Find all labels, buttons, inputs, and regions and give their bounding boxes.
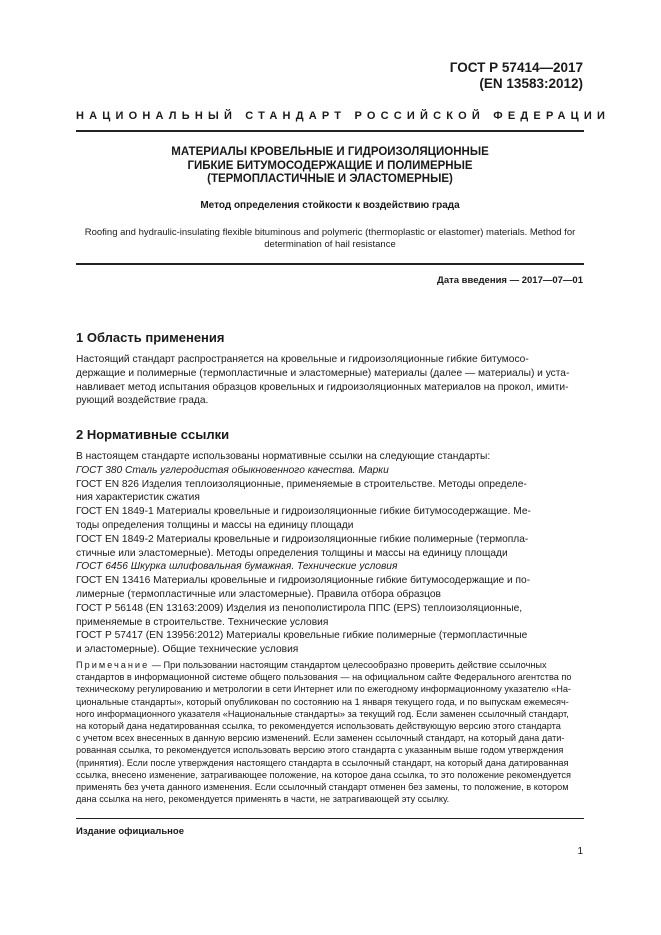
section-1-body (76, 353, 584, 408)
introduction-date: Дата введения — 2017—07—01 (437, 275, 583, 286)
note-line: рованная ссылка, то рекомендуется использовать версию этого стандарта с указанным выше годом утверждения (76, 745, 564, 756)
reference-item: ГОСТ 380 Сталь углеродистая обыкновенного качества. Марки (76, 464, 389, 476)
title-rule (76, 263, 584, 265)
section-1-line: рующий воздействие града. (76, 395, 209, 407)
reference-item-cont: тоды определения толщины и массы на единицу площади (76, 519, 354, 531)
reference-item-cont: лимерные (термопластичные или эластомерные). Правила отбора образцов (76, 588, 441, 600)
note-label: Примечание (76, 660, 150, 670)
reference-item-cont: стичные или эластомерные). Методы определения толщины и массы на единицу площади (76, 547, 508, 559)
header-rule (76, 130, 584, 132)
reference-item: ГОСТ EN 13416 Материалы кровельные и гидроизоляционные гибкие битумосодержащие и по- (76, 575, 531, 587)
national-standard-banner: НАЦИОНАЛЬНЫЙ СТАНДАРТ РОССИЙСКОЙ ФЕДЕРАЦИИ (76, 110, 611, 122)
standard-code-en: (EN 13583:2012) (479, 76, 583, 91)
reference-item-cont: и эластомерные). Общие технические условия (76, 644, 299, 656)
section-2-body (76, 450, 584, 657)
section-1-line: навливает метод испытания образцов кровельных и гидроизоляционных материалов на прокол, имити- (76, 381, 569, 393)
page-number: 1 (577, 846, 583, 857)
standard-code-main: ГОСТ Р 57414—2017 (449, 60, 583, 75)
note-block (76, 659, 584, 805)
document-title (76, 146, 584, 187)
note-line: с учетом всех внесенных в данную версию изменений. Если заменен ссылочный стандарт, на который дана дати- (76, 733, 565, 744)
note-line: дана ссылка на него, рекомендуется применять в части, не затрагивающей эту ссылку. (76, 794, 450, 805)
note-line: применять без учета данного изменения. Если ссылочный стандарт отменен без замены, то положение, в котором (76, 782, 569, 793)
note-line: циональные стандарты», который опубликован по состоянию на 1 января текущего года, и по выпускам ежемесяч- (76, 696, 569, 707)
english-title-line-1: Roofing and hydraulic-insulating flexible bituminous and polymeric (thermoplastic or elastomer) materials. Method for (84, 227, 576, 238)
section-1-line: Настоящий стандарт распространяется на кровельные и гидроизоляционные гибкие битумосо- (76, 354, 529, 365)
section-1-line: держащие и полимерные (термопластичные и эластомерные) материалы (далее — материалы) и уста- (76, 367, 570, 379)
note-line (76, 659, 584, 671)
note-line: на который дана недатированная ссылка, то рекомендуется использовать действующую версию этого стандарта (76, 721, 561, 732)
reference-item-cont: применяемые в строительстве. Технические условия (76, 616, 329, 628)
english-title (76, 227, 584, 251)
section-2-heading: 2 Нормативные ссылки (76, 427, 230, 442)
document-subtitle: Метод определения стойкости к воздействию града (200, 200, 460, 211)
reference-item: ГОСТ Р 56148 (EN 13163:2009) Изделия из пенополистирола ППС (EPS) теплоизоляционные, (76, 602, 523, 614)
section-2-line: В настоящем стандарте использованы нормативные ссылки на следующие стандарты: (76, 451, 491, 462)
note-line: техническому регулированию и метрологии в сети Интернет или по ежегодному информационному указателю «На- (76, 684, 571, 695)
reference-item: ГОСТ EN 1849-2 Материалы кровельные и гидроизоляционные гибкие полимерные (термопла- (76, 533, 529, 545)
english-title-line-2: determination of hail resistance (264, 239, 396, 250)
reference-item-cont: ния характеристик сжатия (76, 492, 200, 504)
note-line: (принятия). Если после утверждения настоящего стандарта в ссылочный стандарт, на который дана датированная (76, 757, 569, 768)
section-1-heading: 1 Область применения (76, 330, 225, 345)
standard-code (450, 60, 583, 92)
note-line: стандартов в информационной системе общего пользования — на официальном сайте Федерального агентства по (76, 672, 572, 683)
reference-item: ГОСТ 6456 Шкурка шлифовальная бумажная. Технические условия (76, 561, 398, 573)
title-line-1: МАТЕРИАЛЫ КРОВЕЛЬНЫЕ И ГИДРОИЗОЛЯЦИОННЫЕ (171, 146, 489, 158)
edition-label: Издание официальное (76, 826, 184, 837)
note-line: ного информационного указателя «Национальные стандарты» за текущий год. Если заменен ссылочный стандарт, (76, 708, 569, 719)
reference-item: ГОСТ EN 826 Изделия теплоизоляционные, применяемые в строительстве. Методы определе- (76, 478, 527, 490)
note-text: — При пользовании настоящим стандартом целесообразно проверить действие ссылочных (151, 660, 547, 670)
reference-item: ГОСТ EN 1849-1 Материалы кровельные и гидроизоляционные гибкие битумосодержащие. Ме- (76, 506, 531, 518)
reference-item: ГОСТ Р 57417 (EN 13956:2012) Материалы кровельные гибкие полимерные (термопластичные (76, 630, 528, 642)
title-line-2: ГИБКИЕ БИТУМОСОДЕРЖАЩИЕ И ПОЛИМЕРНЫЕ (187, 159, 473, 172)
note-line: ссылка, внесено изменение, затрагивающее положение, на которое дана ссылка, то это положение рекомендуется (76, 769, 571, 780)
footer-rule (76, 818, 584, 819)
title-line-3: (ТЕРМОПЛАСТИЧНЫЕ И ЭЛАСТОМЕРНЫЕ) (207, 173, 453, 185)
